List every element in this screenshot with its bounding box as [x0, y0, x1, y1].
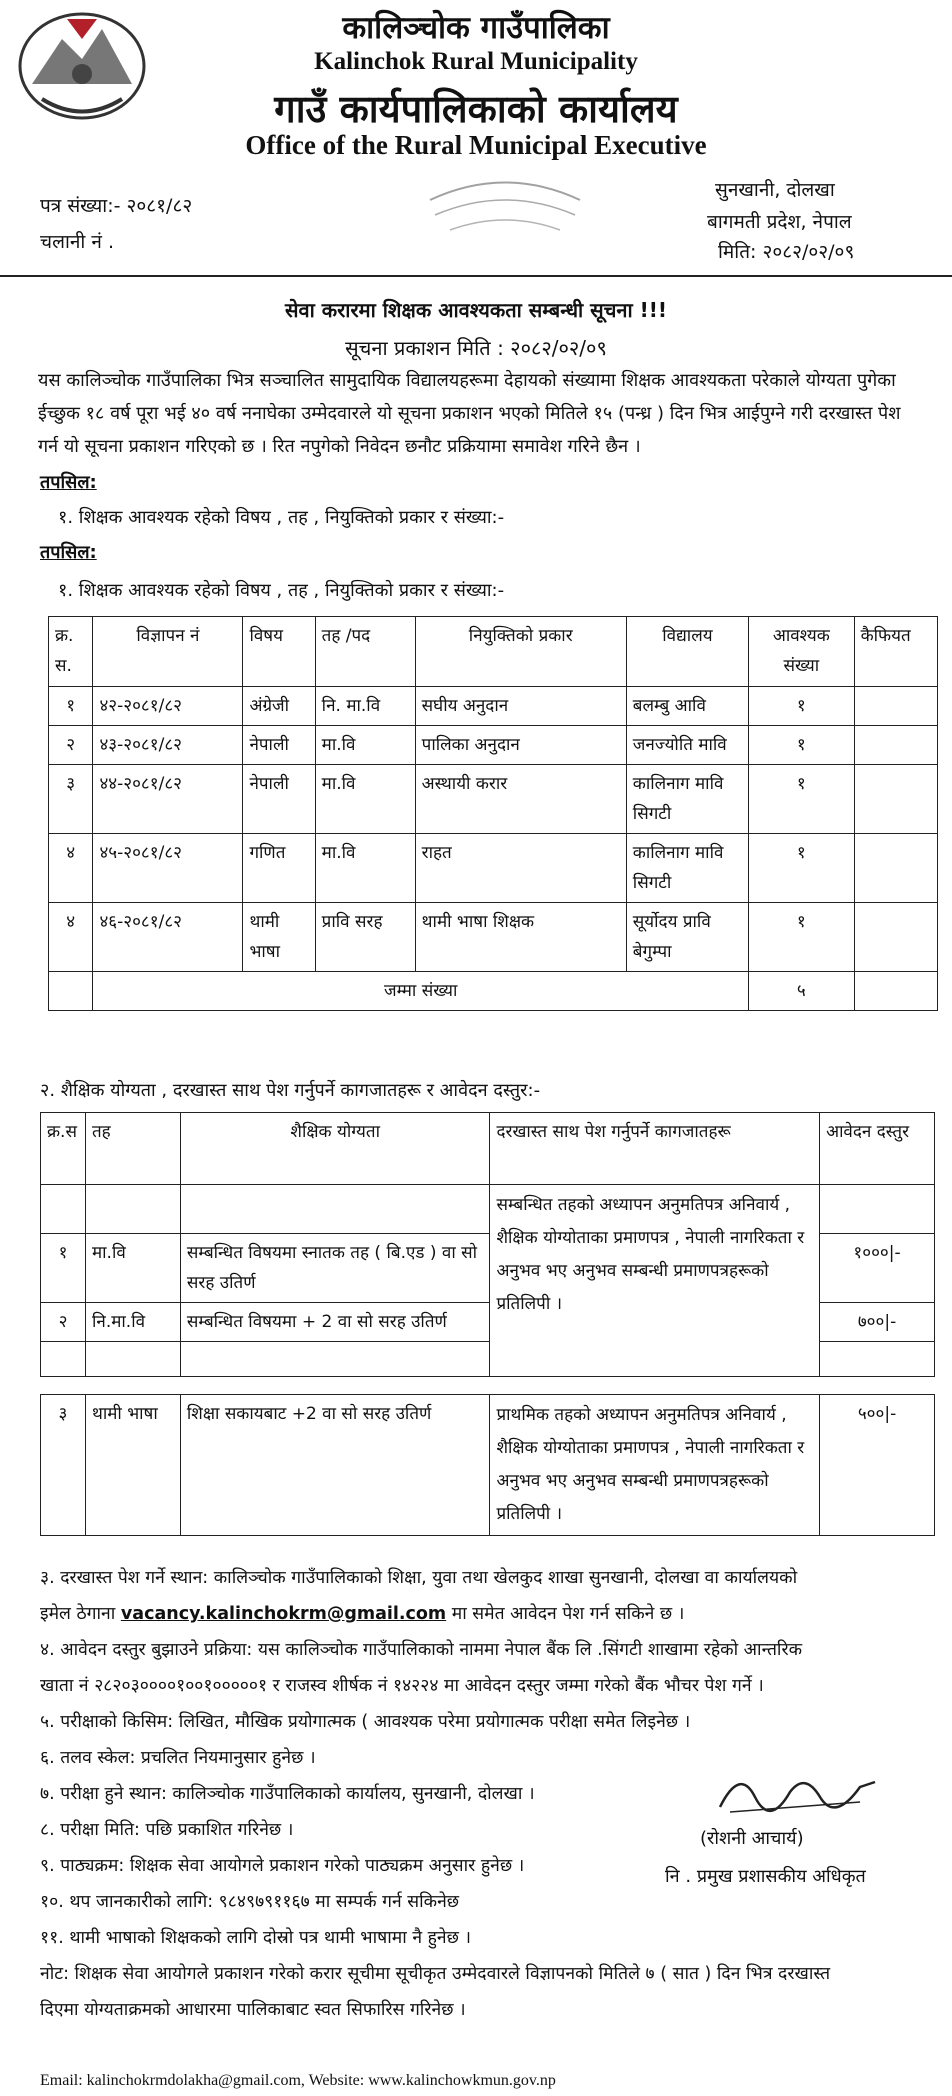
required-documents: प्राथमिक तहको अध्यापन अनुमतिपत्र अनिवार्य , शैक्षिक योग्योताका प्रमाणपत्र , नेपाली नागरिकता र अनुभव भए अनुभव सम्बन्धी प्रमाणपत्रहरूको प्रतिलिपी । [490, 1395, 820, 1536]
cell: नेपाली [243, 726, 315, 765]
cell: थामी भाषा [243, 903, 315, 972]
section1-heading: १. शिक्षक आवश्यक रहेको विषय , तह , नियुक्तिको प्रकार र संख्या:- [58, 507, 505, 528]
cell [854, 903, 937, 972]
cell: प्रावि सरह [315, 903, 415, 972]
publication-date: सूचना प्रकाशन मिति : २०८२/०२/०९ [345, 336, 607, 360]
vacancy-table [48, 616, 938, 1011]
required-documents: सम्बन्धित तहको अध्यापन अनुमतिपत्र अनिवार्य , शैक्षिक योग्योताका प्रमाणपत्र , नेपाली नागरिकता र अनुभव भए अनुभव सम्बन्धी प्रमाणपत्रहरूको प्रतिलिपी । [490, 1185, 820, 1377]
cell: नि.मा.वि [85, 1303, 180, 1342]
signatory-title: नि . प्रमुख प्रशासकीय अधिकृत [665, 1866, 866, 1887]
signature-icon [710, 1762, 880, 1822]
cell: मा.वि [315, 726, 415, 765]
item-11: ११. थामी भाषाको शिक्षकको लागि दोस्रो पत्र थामी भाषामा नै हुनेछ । [40, 1928, 472, 1948]
cell: सम्बन्धित विषयमा + 2 वा सो सरह उतिर्ण [180, 1303, 490, 1342]
note-line1: नोट: शिक्षक सेवा आयोगले प्रकाशन गरेको करार सूचीमा सूचीकृत उम्मेदवारले विज्ञापनको मितिले ७ ( सात ) दिन भित्र दरखास्त [40, 1964, 831, 1984]
cell: ३ [49, 765, 93, 834]
col-header: तह [85, 1113, 180, 1185]
cell: ४४-२०८१/८२ [93, 765, 243, 834]
col-header: विषय [243, 617, 315, 687]
item-3-line2 [40, 1596, 940, 1632]
table-row [49, 903, 938, 972]
col-header: विद्यालय [626, 617, 748, 687]
col-header: तह /पद [315, 617, 415, 687]
cell: १ [749, 834, 855, 903]
cell: थामी भाषा शिक्षक [415, 903, 626, 972]
cell: ४ [49, 903, 93, 972]
notice-title: सेवा करारमा शिक्षक आवश्यकता सम्बन्धी सूचना !!! [284, 298, 668, 322]
col-header: नियुक्तिको प्रकार [415, 617, 626, 687]
cell: नेपाली [243, 765, 315, 834]
cell: पालिका अनुदान [415, 726, 626, 765]
item-9: ९. पाठ्यक्रम: शिक्षक सेवा आयोगले प्रकाशन गरेको पाठ्यक्रम अनुसार हुनेछ । [40, 1856, 525, 1876]
cell: ४ [49, 834, 93, 903]
cell [854, 726, 937, 765]
municipality-name-np: कालिञ्चोक गाउँपालिका [342, 10, 610, 46]
table-row [49, 765, 938, 834]
cell [854, 687, 937, 726]
footer-contact: Email: kalinchokrmdolakha@gmail.com, Website: www.kalinchowkmun.gov.np [40, 2072, 556, 2089]
vacancy-table-header [49, 617, 938, 687]
table-row [41, 1395, 935, 1536]
total-value: ५ [749, 972, 855, 1011]
cell: शिक्षा सकायबाट +2 वा सो सरह उतिर्ण [180, 1395, 490, 1536]
cell: १ [749, 687, 855, 726]
cell [854, 834, 937, 903]
table-row [49, 726, 938, 765]
dispatch-number: चलानी नं . [40, 231, 114, 253]
cell: ३ [41, 1395, 86, 1536]
qualification-table-header [41, 1113, 935, 1185]
office-place: सुनखानी, दोलखा [715, 179, 835, 201]
cell: ४६-२०८१/८२ [93, 903, 243, 972]
item-5: ५. परीक्षाको किसिम: लिखित, मौखिक प्रयोगात्मक ( आवश्यक परेमा प्रयोगात्मक परीक्षा समेत लिइनेछ । [40, 1712, 691, 1732]
table-row [49, 834, 938, 903]
details-label-repeat: तपसिल: [40, 542, 97, 563]
cell: १ [749, 765, 855, 834]
cell: मा.वि [85, 1234, 180, 1303]
cell: १ [49, 687, 93, 726]
cell: ४३-२०८१/८२ [93, 726, 243, 765]
cell: २ [49, 726, 93, 765]
table-row [41, 1185, 935, 1234]
item-4-line2: खाता नं २८२०३००००१००१०००००१ र राजस्व शीर्षक नं १४२२४ मा आवेदन दस्तुर जम्मा गरेको बैंक भौचर पेश गर्ने । [40, 1676, 764, 1696]
cell: नि. मा.वि [315, 687, 415, 726]
cell: मा.वि [315, 765, 415, 834]
cell: कालिनाग मावि सिगटी [626, 834, 748, 903]
letter-number: पत्र संख्या:- २०८१/८२ [40, 195, 193, 217]
col-header: दरखास्त साथ पेश गर्नुपर्ने कागजातहरू [490, 1113, 820, 1185]
office-province: बागमती प्रदेश, नेपाल [707, 211, 852, 233]
cell: जनज्योति मावि [626, 726, 748, 765]
cell: कालिनाग मावि सिगटी [626, 765, 748, 834]
vacancy-email-link[interactable]: vacancy.kalinchokrm@gmail.com [120, 1604, 447, 1624]
cell: गणित [243, 834, 315, 903]
table-row [49, 687, 938, 726]
total-row [49, 972, 938, 1011]
item-7: ७. परीक्षा हुने स्थान: कालिञ्चोक गाउँपालिकाको कार्यालय, सुनखानी, दोलखा । [40, 1784, 535, 1804]
signatory-name: (रोशनी आचार्य) [700, 1828, 804, 1849]
notice-body: यस कालिञ्चोक गाउँपालिका भित्र सञ्चालित सामुदायिक विद्यालयहरूमा देहायको संख्यामा शिक्षक आवश्यकता परेकाले योग्यता पुगेका ईच्छुक १८ वर्ष पूरा भई ४० वर्ष ननाघेका उम्मेदवारले यो सूचना प्रकाशन भएको मितिले १५ (पन्ध्र ) दिन भित्र आईपुग्ने गरी दरखास्त पेश गर्न यो सूचना प्रकाशन गरिएको छ । रित नपुगेको निवेदन छनौट प्रक्रियामा समावेश गरिने छैन । [38, 370, 901, 457]
cell: अस्थायी करार [415, 765, 626, 834]
item-10: १०. थप जानकारीको लागि: ९८४९७९११६७ मा सम्पर्क गर्न सकिनेछ [40, 1892, 460, 1912]
qualification-table [40, 1112, 935, 1377]
cell: १ [749, 726, 855, 765]
cell: राहत [415, 834, 626, 903]
cell: २ [41, 1303, 86, 1342]
note-line2: दिएमा योग्यताक्रमको आधारमा पालिकाबाट स्वत सिफारिस गरिनेछ । [40, 2000, 466, 2020]
details-label: तपसिल: [40, 472, 97, 493]
item-3-line1: ३. दरखास्त पेश गर्ने स्थान: कालिञ्चोक गाउँपालिकाको शिक्षा, युवा तथा खेलकुद शाखा सुनखानी, दोलखा वा कार्यालयको [40, 1568, 798, 1588]
cell: सघीय अनुदान [415, 687, 626, 726]
col-header: क्र.स [41, 1113, 86, 1185]
col-header: आवश्यक संख्या [749, 617, 855, 687]
letter-date: मिति: २०८२/०२/०९ [718, 241, 855, 263]
thami-qualification-table [40, 1394, 935, 1536]
item-6: ६. तलव स्केल: प्रचलित नियमानुसार हुनेछ । [40, 1748, 316, 1768]
office-name-np: गाउँ कार्यपालिकाको कार्यालय [274, 87, 678, 131]
cell: मा.वि [315, 834, 415, 903]
cell: थामी भाषा [85, 1395, 180, 1536]
total-label: जम्मा संख्या [93, 972, 749, 1011]
item-8: ८. परीक्षा मिति: पछि प्रकाशित गरिनेछ । [40, 1820, 294, 1840]
cell: सूर्योदय प्रावि बेगुम्पा [626, 903, 748, 972]
cell: ४५-२०८१/८२ [93, 834, 243, 903]
email-label: इमेल ठेगाना [40, 1604, 116, 1624]
cell: अंग्रेजी [243, 687, 315, 726]
cell: ५००|- [820, 1395, 935, 1536]
item-4-line1: ४. आवेदन दस्तुर बुझाउने प्रक्रिया: यस कालिञ्चोक गाउँपालिकाको नाममा नेपाल बैंक लि .सिंगटी शाखामा रहेको आन्तरिक [40, 1640, 803, 1660]
email-suffix: मा समेत आवेदन पेश गर्न सकिने छ । [451, 1604, 685, 1624]
col-header: कैफियत [854, 617, 937, 687]
cell: सम्बन्धित विषयमा स्नातक तह ( बि.एड ) वा सो सरह उतिर्ण [180, 1234, 490, 1303]
section1-heading-repeat: १. शिक्षक आवश्यक रहेको विषय , तह , नियुक्तिको प्रकार र संख्या:- [58, 580, 505, 601]
office-name-en: Office of the Rural Municipal Executive [245, 130, 707, 160]
cell [854, 765, 937, 834]
office-stamp-icon [420, 170, 590, 250]
cell: १ [41, 1234, 86, 1303]
municipality-name-en: Kalinchok Rural Municipality [314, 48, 638, 75]
col-header: शैक्षिक योग्यता [180, 1113, 490, 1185]
cell: बलम्बु आवि [626, 687, 748, 726]
header-divider [0, 275, 952, 277]
cell: १०००|- [820, 1234, 935, 1303]
cell: ७००|- [820, 1303, 935, 1342]
col-header: आवेदन दस्तुर [820, 1113, 935, 1185]
section2-heading: २. शैक्षिक योग्यता , दरखास्त साथ पेश गर्नुपर्ने कागजातहरू र आवेदन दस्तुर:- [40, 1080, 541, 1101]
cell: ४२-२०८१/८२ [93, 687, 243, 726]
cell: १ [749, 903, 855, 972]
col-header: क्र. स. [49, 617, 93, 687]
col-header: विज्ञापन नं [93, 617, 243, 687]
